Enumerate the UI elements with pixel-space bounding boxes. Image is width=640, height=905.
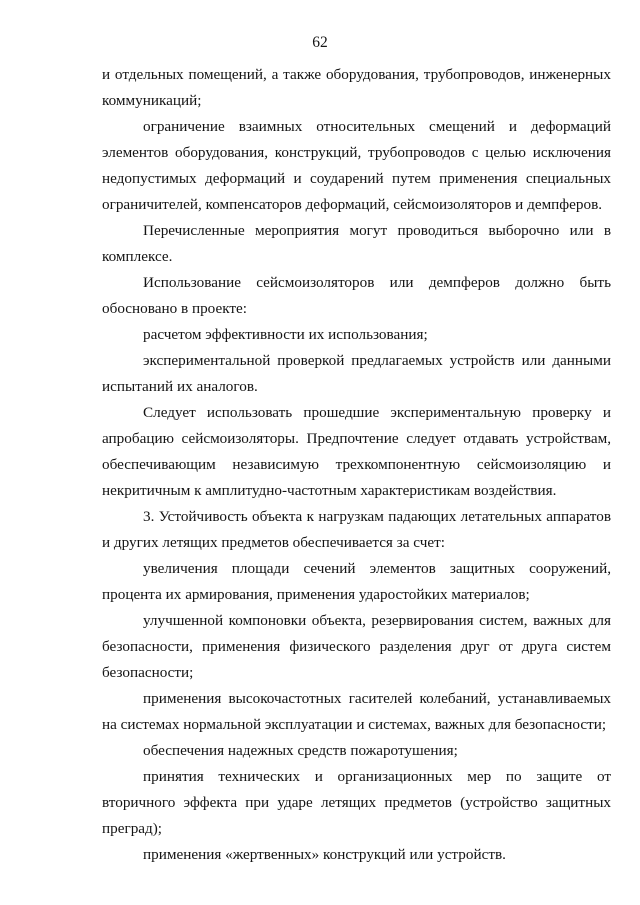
paragraph: увеличения площади сечений элементов защитных сооружений, процента их армирования, применения ударостойких материалов; bbox=[102, 560, 611, 603]
paragraph: принятия технических и организационных мер по защите от вторичного эффекта при ударе летящих предметов (устройство защитных преград); bbox=[102, 768, 611, 837]
paragraph: 3. Устойчивость объекта к нагрузкам падающих летательных аппаратов и других летящих предметов обеспечивается за счет: bbox=[102, 508, 611, 551]
paragraph: и отдельных помещений, а также оборудования, трубопроводов, инженерных коммуникаций; bbox=[102, 66, 611, 109]
paragraph: Следует использовать прошедшие экспериментальную проверку и апробацию сейсмоизоляторы. Предпочтение следует отдавать устройствам, обеспечивающим независимую трехкомпонентную сейсмоизоляцию и некритичным к амплитудно-частотным характеристикам воздействия. bbox=[102, 404, 611, 499]
paragraph: Перечисленные мероприятия могут проводиться выборочно или в комплексе. bbox=[102, 222, 611, 265]
paragraph: расчетом эффективности их использования; bbox=[143, 326, 428, 343]
paragraph: ограничение взаимных относительных смещений и деформаций элементов оборудования, конструкций, трубопроводов с целью исключения недопустимых деформаций и соударений путем применения специальных ограничителей, компенсаторов деформаций, сейсмоизоляторов и демпферов. bbox=[102, 118, 611, 213]
paragraph: применения «жертвенных» конструкций или устройств. bbox=[143, 846, 506, 863]
page-number: 62 bbox=[312, 34, 328, 51]
paragraph: обеспечения надежных средств пожаротушения; bbox=[143, 742, 458, 759]
paragraph: экспериментальной проверкой предлагаемых устройств или данными испытаний их аналогов. bbox=[102, 352, 611, 395]
paragraph: улучшенной компоновки объекта, резервирования систем, важных для безопасности, применения физического разделения друг от друга систем безопасности; bbox=[102, 612, 611, 681]
document-body bbox=[102, 62, 611, 868]
paragraph: Использование сейсмоизоляторов или демпферов должно быть обосновано в проекте: bbox=[102, 274, 611, 317]
paragraph: применения высокочастотных гасителей колебаний, устанавливаемых на системах нормальной эксплуатации и системах, важных для безопасности; bbox=[102, 690, 611, 733]
